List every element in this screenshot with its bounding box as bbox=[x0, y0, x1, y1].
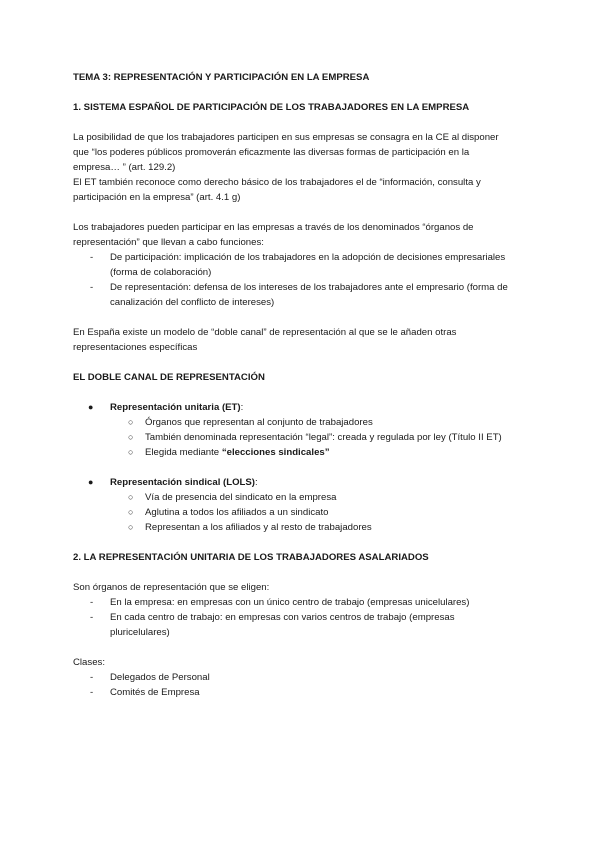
list-item bbox=[73, 610, 533, 640]
circle-bullet-icon: ○ bbox=[128, 507, 134, 517]
clases-list bbox=[73, 670, 533, 700]
list-item bbox=[73, 505, 533, 520]
list-item bbox=[73, 250, 533, 280]
doble-canal-heading: EL DOBLE CANAL DE REPRESENTACIÓN bbox=[73, 372, 265, 383]
list-item-text: Comités de Empresa bbox=[110, 687, 200, 698]
text-line: La posibilidad de que los trabajadores participen en sus empresas se consagra en la CE al disponer bbox=[73, 132, 499, 143]
text-line: El ET también reconoce como derecho básico de los trabajadores el de “información, consulta y bbox=[73, 177, 481, 188]
list-item-text: Representan a los afiliados y al resto de trabajadores bbox=[145, 522, 372, 533]
list-item bbox=[73, 430, 533, 445]
representation-list-unitaria bbox=[73, 400, 533, 460]
text-line: canalización del conflicto de intereses) bbox=[110, 297, 275, 308]
list-item bbox=[73, 475, 533, 535]
functions-list bbox=[73, 250, 533, 310]
elecciones-sindicales-emphasis: “elecciones sindicales” bbox=[221, 447, 330, 458]
document-page bbox=[73, 70, 533, 700]
text-line: representaciones específicas bbox=[73, 342, 198, 353]
bullet-icon: ● bbox=[88, 477, 94, 487]
document-title: TEMA 3: REPRESENTACIÓN Y PARTICIPACIÓN EN LA EMPRESA bbox=[73, 72, 370, 83]
dash-marker: - bbox=[90, 597, 94, 608]
list-item bbox=[73, 400, 533, 460]
dash-marker: - bbox=[90, 282, 94, 293]
circle-bullet-icon: ○ bbox=[128, 417, 134, 427]
section-2-intro: Son órganos de representación que se eligen: bbox=[73, 582, 270, 593]
circle-bullet-icon: ○ bbox=[128, 447, 134, 457]
dash-marker: - bbox=[90, 252, 94, 263]
list-item bbox=[73, 280, 533, 310]
text-line: que “los poderes públicos promoverán eficazmente las diversas formas de participación en la bbox=[73, 147, 470, 158]
list-item bbox=[73, 490, 533, 505]
section-1-paragraph-1 bbox=[73, 130, 533, 205]
text-line: De participación: implicación de los trabajadores en la adopción de decisiones empresariales bbox=[110, 252, 506, 263]
circle-bullet-icon: ○ bbox=[128, 492, 134, 502]
list-item-text: Delegados de Personal bbox=[110, 672, 210, 683]
text-line: De representación: defensa de los intereses de los trabajadores ante el empresario (forma de bbox=[110, 282, 508, 293]
text-line: participación en la empresa” (art. 4.1 g) bbox=[73, 192, 241, 203]
unitaria-label: Representación unitaria (ET) bbox=[110, 402, 241, 413]
dash-marker: - bbox=[90, 687, 94, 698]
text-line: (forma de colaboración) bbox=[110, 267, 212, 278]
list-item bbox=[73, 670, 533, 685]
section-1-heading: 1. SISTEMA ESPAÑOL DE PARTICIPACIÓN DE LOS TRABAJADORES EN LA EMPRESA bbox=[73, 102, 470, 113]
text-line: representación” que llevan a cabo funciones: bbox=[73, 237, 264, 248]
section-2-heading: 2. LA REPRESENTACIÓN UNITARIA DE LOS TRABAJADORES ASALARIADOS bbox=[73, 552, 429, 563]
unitaria-sub-list bbox=[73, 415, 533, 460]
sindical-label: Representación sindical (LOLS) bbox=[110, 477, 256, 488]
circle-bullet-icon: ○ bbox=[128, 522, 134, 532]
section-1-paragraph-2 bbox=[73, 220, 533, 250]
list-item-text: También denominada representación “legal”: creada y regulada por ley (Título II ET) bbox=[145, 432, 502, 443]
list-item bbox=[73, 685, 533, 700]
text-line: En España existe un modelo de “doble canal” de representación al que se le añaden otras bbox=[73, 327, 457, 338]
clases-label: Clases: bbox=[73, 657, 105, 668]
text-line: En la empresa: en empresas con un único centro de trabajo (empresas unicelulares) bbox=[110, 597, 470, 608]
colon: : bbox=[240, 402, 244, 413]
text-line: pluricelulares) bbox=[110, 627, 170, 638]
list-item-text: Vía de presencia del sindicato en la empresa bbox=[145, 492, 337, 503]
text-line: Los trabajadores pueden participar en las empresas a través de los denominados “órganos de bbox=[73, 222, 474, 233]
section-1-paragraph-3 bbox=[73, 325, 533, 355]
colon: : bbox=[255, 477, 258, 488]
bullet-icon: ● bbox=[88, 402, 94, 412]
sindical-sub-list bbox=[73, 490, 533, 535]
list-item-text: Órganos que representan al conjunto de trabajadores bbox=[145, 417, 373, 428]
list-item-text: Aglutina a todos los afiliados a un sindicato bbox=[145, 507, 329, 518]
dash-marker: - bbox=[90, 612, 94, 623]
text-line: empresa… ” (art. 129.2) bbox=[73, 162, 176, 173]
text-line: En cada centro de trabajo: en empresas con varios centros de trabajo (empresas bbox=[110, 612, 455, 623]
dash-marker: - bbox=[90, 672, 94, 683]
list-item bbox=[73, 445, 533, 460]
list-item bbox=[73, 520, 533, 535]
circle-bullet-icon: ○ bbox=[128, 432, 134, 442]
list-item bbox=[73, 595, 533, 610]
organos-list bbox=[73, 595, 533, 640]
representation-list-sindical bbox=[73, 475, 533, 535]
list-item bbox=[73, 415, 533, 430]
list-item-text: Elegida mediante bbox=[145, 447, 222, 458]
